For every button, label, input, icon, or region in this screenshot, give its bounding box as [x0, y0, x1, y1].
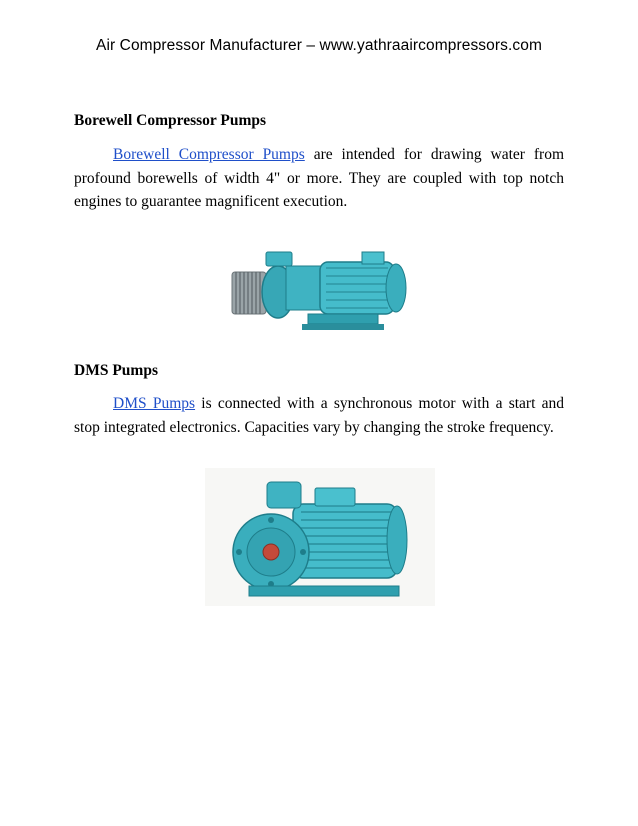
section-borewell: [74, 112, 564, 130]
paragraph-text: are intended for drawing water from profound borewells of width 4" or more. They are coupled with top notch engines to guarantee magnificent execution.: [74, 146, 564, 210]
section-paragraph: [74, 143, 564, 214]
section-borewell-body: [74, 143, 564, 214]
dms-pump-image: [205, 468, 435, 606]
section-dms: [74, 362, 564, 380]
section-title: Borewell Compressor Pumps: [74, 112, 267, 129]
section-title: DMS Pumps: [74, 362, 158, 379]
section-paragraph: [74, 392, 564, 439]
section-dms-body: [74, 392, 564, 439]
paragraph-text: is connected with a synchronous motor with a start and stop integrated electronics. Capacities vary by changing the stroke frequency.: [74, 395, 565, 436]
borewell-pumps-link[interactable]: Borewell Compressor Pumps: [113, 146, 305, 163]
borewell-pump-image: [228, 242, 412, 334]
dms-pumps-link[interactable]: DMS Pumps: [113, 395, 196, 412]
document-header: Air Compressor Manufacturer – www.yathraaircompressors.com: [96, 37, 542, 54]
